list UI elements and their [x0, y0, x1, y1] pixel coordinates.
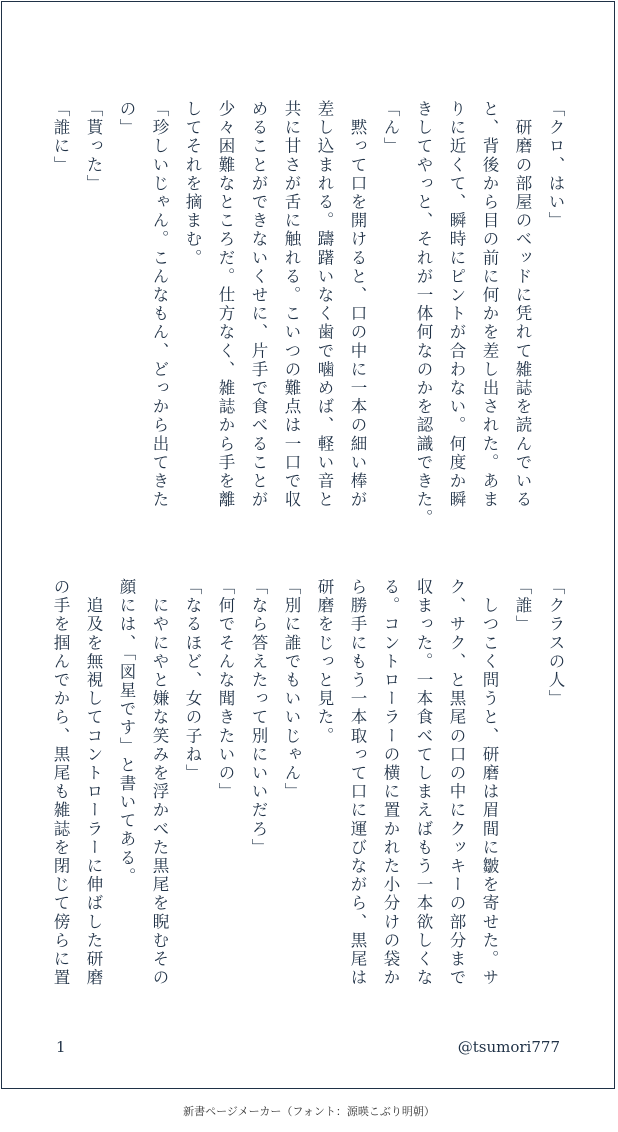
text-block-bottom — [44, 578, 572, 1008]
text-line: めることができないくせに、片手で食べることが — [249, 100, 268, 510]
footer-credit: 新書ページメーカー（フォント：源暎こぶり明朝） — [183, 1105, 435, 1118]
text-line: 顔には、「図星です」と書いてある。 — [117, 578, 136, 886]
page-number: 1 — [56, 1038, 66, 1056]
text-line: 少々困難なところだ。仕方なく、雑誌から手を離 — [216, 100, 235, 510]
text-line: きしてやっと、それが一体何なのかを認識できた。 — [414, 100, 433, 528]
text-line: 研磨をじっと見た。 — [315, 578, 334, 746]
text-line: 「ん」 — [381, 100, 400, 156]
text-line: る。コントローラーの横に置かれた小分けの袋か — [381, 578, 400, 988]
text-line: 「なら答えたって別にいいだろ」 — [249, 578, 268, 857]
text-line: 差し込まれる。躊躇いなく歯で噛めば、軽い音と — [315, 100, 334, 510]
text-line: 「貰った」 — [84, 100, 103, 193]
text-line: 収まった。一本食べてしまえばもう一本欲しくな — [414, 578, 433, 988]
text-line: 研磨の部屋のベッドに凭れて雑誌を読んでいる — [513, 100, 532, 510]
text-line: 「誰」 — [513, 578, 532, 634]
text-line: 共に甘さが舌に触れる。こいつの難点は一口で収 — [282, 100, 301, 510]
text-block-top — [44, 100, 572, 530]
text-line: 追及を無視してコントローラーに伸ばした研磨 — [84, 578, 103, 988]
text-line: 「別に誰でもいいじゃん」 — [282, 578, 301, 802]
text-line: 「クロ、はい」 — [546, 100, 565, 231]
book-page — [1, 1, 615, 1089]
text-line: 「なるほど、女の子ね」 — [183, 578, 202, 783]
text-line: の手を掴んでから、黒尾も雑誌を閉じて傍らに置 — [51, 578, 70, 988]
text-line: りに近くて、瞬時にピントが合わない。何度か瞬 — [447, 100, 466, 510]
text-line: と、背後から目の前に何かを差し出された。あま — [480, 100, 499, 510]
text-line: 「クラスの人」 — [546, 578, 565, 709]
author-handle: @tsumori777 — [457, 1038, 560, 1056]
text-line: 「誰に」 — [51, 100, 70, 175]
text-line: ら勝手にもう一本取って口に運びながら、黒尾は — [348, 578, 367, 988]
text-line: 黙って口を開けると、口の中に一本の細い棒が — [348, 100, 367, 510]
text-line: 「何でそんな聞きたいの」 — [216, 578, 235, 802]
text-line: の」 — [117, 100, 136, 138]
text-line: ク、サク、と黒尾の口の中にクッキーの部分まで — [447, 578, 466, 988]
text-line: 「珍しいじゃん。こんなもん、どっから出てきた — [150, 100, 169, 510]
text-line: してそれを摘まむ。 — [183, 100, 202, 268]
text-line: しつこく問うと、研磨は眉間に皺を寄せた。サ — [480, 578, 499, 988]
text-line: にやにやと嫌な笑みを浮かべた黒尾を睨むその — [150, 578, 169, 988]
